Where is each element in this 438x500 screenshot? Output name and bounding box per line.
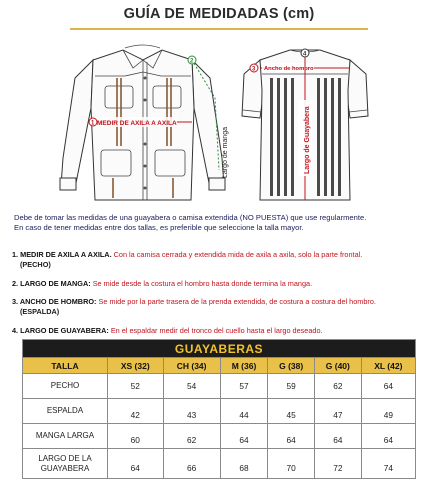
row-label-largo-guayabera: LARGO DE LA GUAYABERA	[23, 449, 108, 479]
header-xs: XS (32)	[108, 358, 164, 374]
right-cuff-shape	[209, 178, 225, 190]
back-shirt-illustration	[240, 40, 370, 206]
table-cell: 47	[314, 399, 361, 424]
table-cell: 43	[163, 399, 220, 424]
table-cell: 64	[108, 449, 164, 479]
table-row	[23, 449, 416, 479]
instruction-1-label: 1. MEDIR DE AXILA A AXILA.	[12, 250, 112, 259]
table-cell: 64	[268, 424, 315, 449]
front-chest-label: MEDIR DE AXILA A AXILA	[97, 120, 177, 127]
back-length-label: Largo de Guayabera	[304, 106, 311, 174]
marker-3-label: 3	[252, 66, 256, 73]
table-cell: 42	[108, 399, 164, 424]
size-table	[22, 339, 416, 479]
table-cell: 64	[314, 424, 361, 449]
table-row	[23, 399, 416, 424]
instruction-2-desc: Se mide desde la costura el hombro hasta donde termina la manga.	[92, 279, 313, 288]
table-cell: 68	[220, 449, 268, 479]
table-row	[23, 424, 416, 449]
table-cell: 57	[220, 374, 268, 399]
right-sleeve-shape	[192, 60, 224, 188]
marker-1-label: 1	[91, 120, 95, 127]
front-sleeve-label: Largo de manga	[222, 127, 229, 178]
row-label-pecho: PECHO	[23, 374, 108, 399]
header-g38: G (38)	[268, 358, 315, 374]
table-cell: 70	[268, 449, 315, 479]
table-cell: 59	[268, 374, 315, 399]
table-cell: 64	[361, 424, 415, 449]
instruction-4-label: 4. LARGO DE GUAYABERA:	[12, 326, 109, 335]
left-sleeve-shape	[61, 60, 93, 188]
instruction-2-label: 2. LARGO DE MANGA:	[12, 279, 91, 288]
instruction-1	[12, 250, 362, 269]
table-cell: 44	[220, 399, 268, 424]
instruction-1-desc: Con la camisa cerrada y extendida mida de axila a axila, solo la parte frontal.	[113, 250, 363, 259]
instruction-3-label: 3. ANCHO DE HOMBRO:	[12, 297, 97, 306]
left-cuff-shape	[60, 178, 76, 190]
note-line-2: En caso de tener medidas entre dos tallas, es preferible que seleccione la talla mayor.	[14, 223, 304, 232]
instruction-4	[12, 326, 323, 336]
table-brand-title: GUAYABERAS	[23, 340, 416, 358]
instruction-3-desc: Se mide por la parte trasera de la prenda extendida, de costura a costura del hombro.	[98, 297, 376, 306]
table-cell: 64	[220, 424, 268, 449]
table-cell: 45	[268, 399, 315, 424]
header-talla: TALLA	[23, 358, 108, 374]
measurement-note	[14, 213, 434, 233]
header-xl: XL (42)	[361, 358, 415, 374]
marker-2-label: 2	[190, 58, 194, 65]
header-g40: G (40)	[314, 358, 361, 374]
instruction-2	[12, 279, 312, 289]
back-shoulder-label: Ancho de hombro	[264, 66, 314, 72]
row-label-manga-larga: MANGA LARGA	[23, 424, 108, 449]
table-cell: 72	[314, 449, 361, 479]
table-cell: 62	[163, 424, 220, 449]
front-shirt-illustration	[55, 38, 230, 206]
table-cell: 64	[361, 374, 415, 399]
table-cell: 66	[163, 449, 220, 479]
instruction-1-sub: (PECHO)	[20, 259, 51, 269]
table-cell: 62	[314, 374, 361, 399]
marker-4-label: 4	[303, 51, 307, 58]
table-cell: 60	[108, 424, 164, 449]
table-row	[23, 374, 416, 399]
instruction-3	[12, 297, 376, 316]
table-cell: 54	[163, 374, 220, 399]
table-cell: 49	[361, 399, 415, 424]
table-cell: 52	[108, 374, 164, 399]
instruction-3-sub: (ESPALDA)	[20, 306, 60, 316]
note-line-1: Debe de tomar las medidas de una guayabera o camisa extendida (NO PUESTA) que use regularmente.	[14, 213, 367, 222]
row-label-espalda: ESPALDA	[23, 399, 108, 424]
title-underline	[70, 28, 368, 30]
header-ch: CH (34)	[163, 358, 220, 374]
instruction-4-desc: En el espaldar medir del tronco del cuello hasta el largo deseado.	[110, 326, 323, 335]
header-m: M (36)	[220, 358, 268, 374]
table-cell: 74	[361, 449, 415, 479]
page-title: GUÍA DE MEDIDADAS (cm)	[123, 6, 315, 22]
